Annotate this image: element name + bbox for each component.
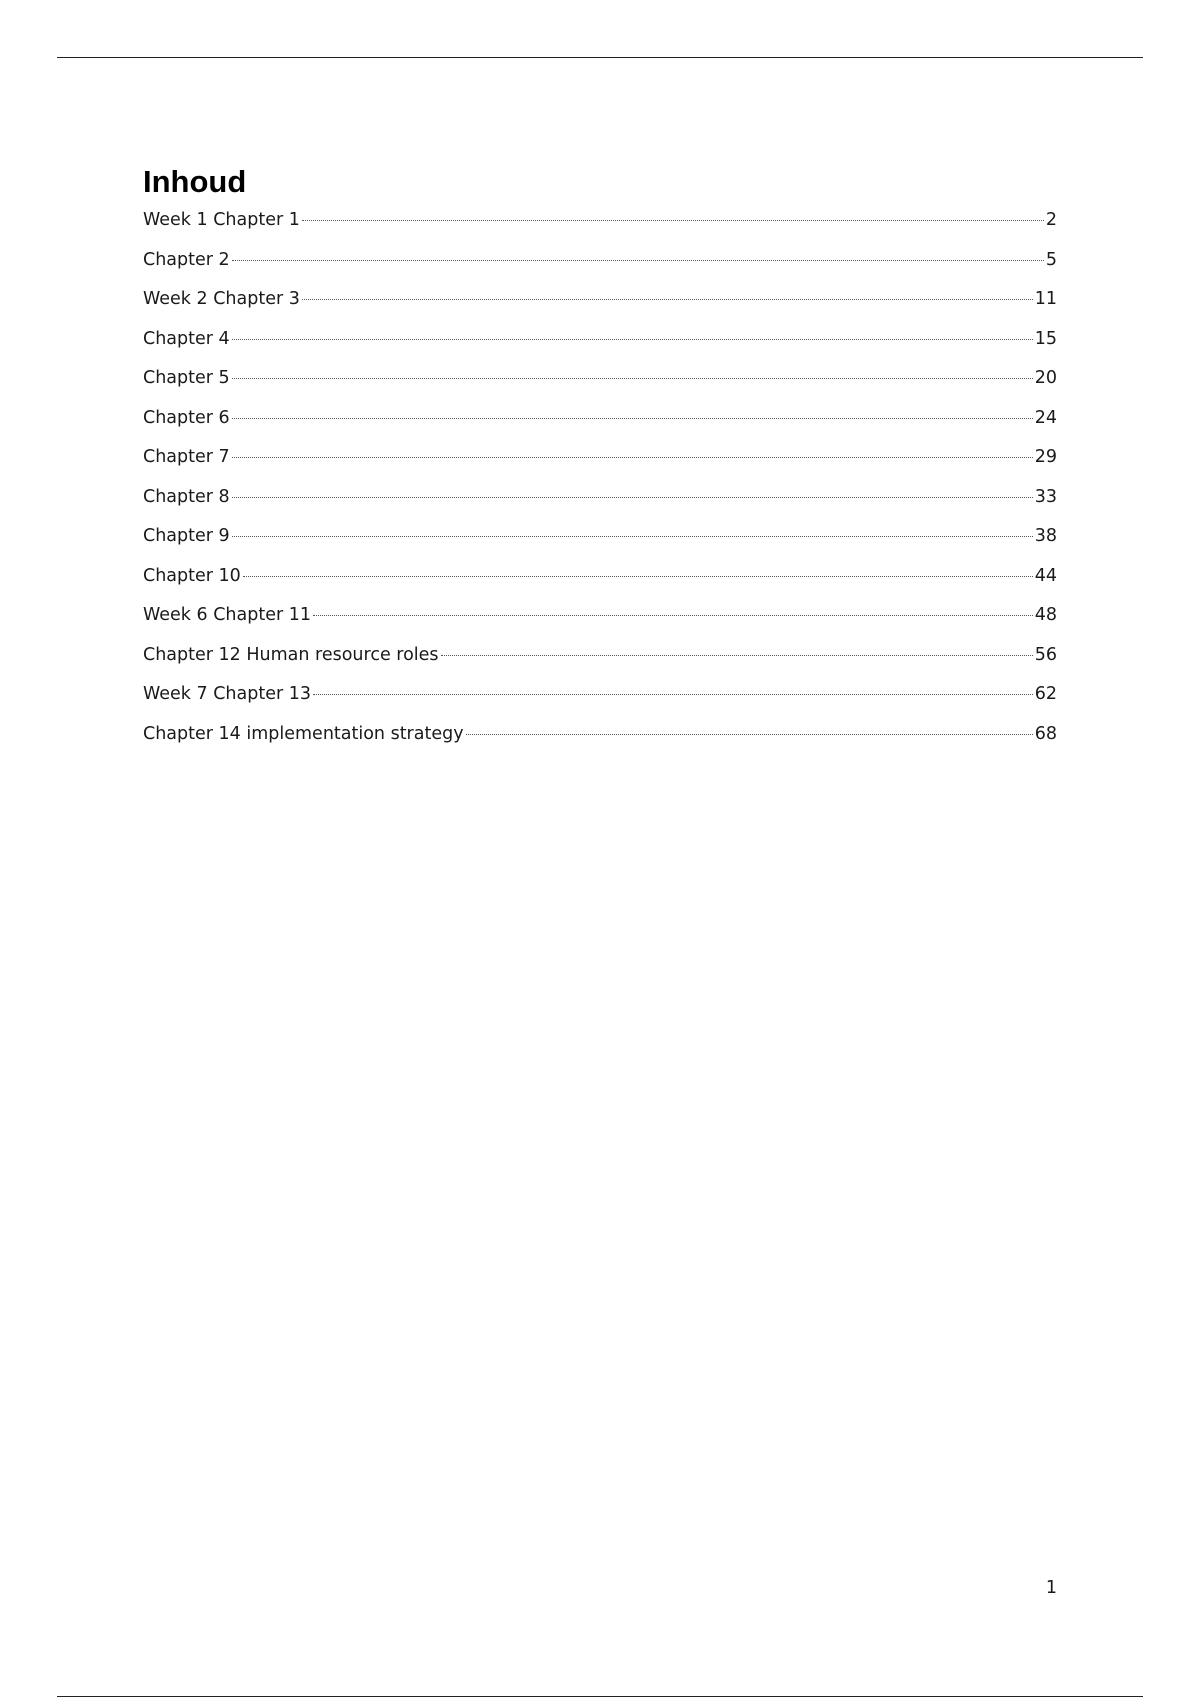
toc-entry-label: Chapter 10 xyxy=(143,565,241,586)
table-of-contents xyxy=(143,160,1057,763)
toc-entry-label: Chapter 4 xyxy=(143,328,230,349)
toc-entry-page: 62 xyxy=(1034,684,1057,704)
toc-entry-page: 5 xyxy=(1045,249,1057,270)
toc-entry-label: Chapter 8 xyxy=(143,486,230,507)
toc-entry[interactable] xyxy=(143,605,1057,645)
toc-entry[interactable] xyxy=(143,684,1057,724)
toc-entry-page: 68 xyxy=(1034,723,1057,744)
toc-entry-page: 29 xyxy=(1034,447,1057,467)
toc-entry[interactable] xyxy=(143,487,1057,527)
toc-leader-dots xyxy=(466,734,1033,735)
toc-entry-label: Chapter 14 implementation strategy xyxy=(143,723,464,744)
toc-entry-label: Week 2 Chapter 3 xyxy=(143,289,300,309)
toc-entry-page: 2 xyxy=(1045,210,1057,230)
toc-entry-label: Chapter 12 Human resource roles xyxy=(143,644,439,665)
toc-entry-label: Chapter 5 xyxy=(143,368,230,388)
toc-entry-page: 56 xyxy=(1034,644,1057,665)
toc-list xyxy=(143,210,1057,763)
toc-leader-dots xyxy=(302,299,1033,300)
toc-entry-page: 20 xyxy=(1034,368,1057,388)
toc-entry-label: Week 6 Chapter 11 xyxy=(143,605,312,625)
toc-entry[interactable] xyxy=(143,724,1057,764)
toc-leader-dots xyxy=(232,457,1033,458)
toc-entry-label: Chapter 9 xyxy=(143,526,230,546)
toc-leader-dots xyxy=(232,536,1033,537)
toc-entry-page: 24 xyxy=(1034,407,1057,428)
toc-entry-page: 48 xyxy=(1034,605,1057,625)
toc-leader-dots xyxy=(243,576,1033,577)
toc-entry-page: 33 xyxy=(1034,486,1057,507)
toc-leader-dots xyxy=(232,378,1033,379)
toc-leader-dots xyxy=(313,694,1033,695)
toc-entry[interactable] xyxy=(143,645,1057,685)
footer-rule xyxy=(57,1696,1143,1697)
toc-entry-label: Chapter 7 xyxy=(143,447,230,467)
toc-entry[interactable] xyxy=(143,210,1057,250)
toc-leader-dots xyxy=(232,418,1033,419)
toc-title: Inhoud xyxy=(143,164,247,199)
toc-entry-page: 38 xyxy=(1034,526,1057,546)
toc-leader-dots xyxy=(232,339,1033,340)
toc-entry-label: Week 1 Chapter 1 xyxy=(143,210,300,230)
toc-entry[interactable] xyxy=(143,447,1057,487)
toc-entry[interactable] xyxy=(143,329,1057,369)
toc-entry[interactable] xyxy=(143,566,1057,606)
toc-entry-page: 15 xyxy=(1034,328,1057,349)
toc-leader-dots xyxy=(302,220,1044,221)
header-rule xyxy=(57,57,1143,58)
toc-entry[interactable] xyxy=(143,408,1057,448)
toc-entry-label: Week 7 Chapter 13 xyxy=(143,684,312,704)
toc-leader-dots xyxy=(313,615,1033,616)
toc-entry[interactable] xyxy=(143,368,1057,408)
toc-entry-label: Chapter 2 xyxy=(143,249,230,270)
toc-leader-dots xyxy=(232,260,1044,261)
toc-entry-label: Chapter 6 xyxy=(143,407,230,428)
toc-leader-dots xyxy=(232,497,1033,498)
toc-entry[interactable] xyxy=(143,289,1057,329)
toc-entry-page: 44 xyxy=(1034,565,1057,586)
toc-entry[interactable] xyxy=(143,250,1057,290)
toc-entry[interactable] xyxy=(143,526,1057,566)
toc-leader-dots xyxy=(441,655,1033,656)
toc-entry-page: 11 xyxy=(1034,289,1057,309)
page-number: 1 xyxy=(1045,1578,1057,1598)
